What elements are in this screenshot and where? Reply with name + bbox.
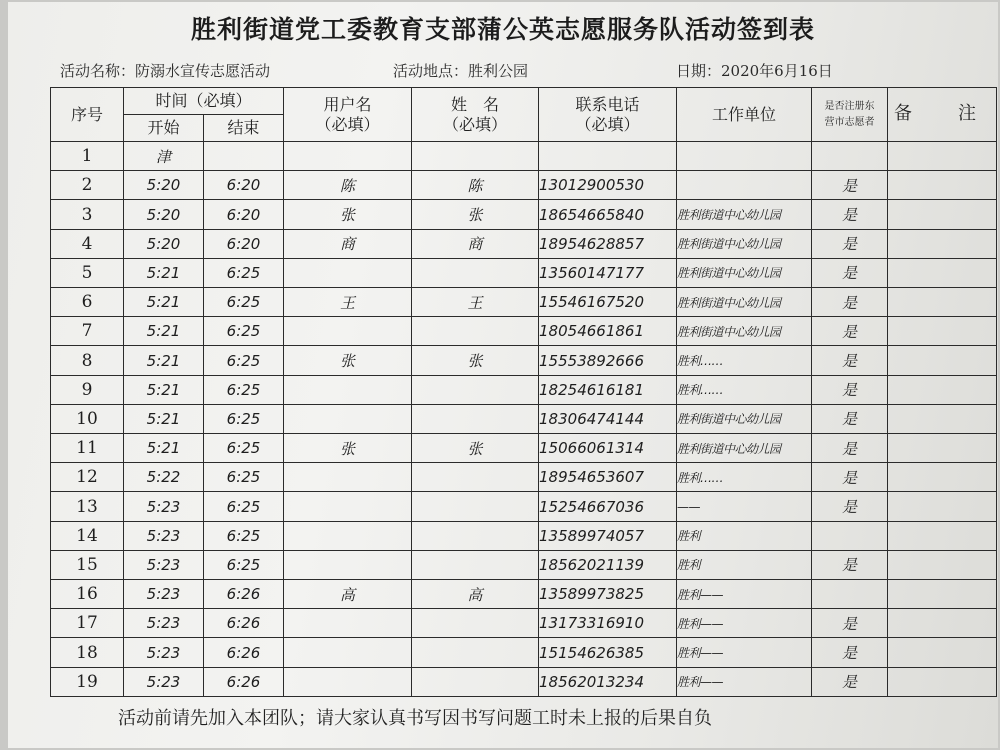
header-registered (812, 88, 888, 142)
name-cell (412, 492, 539, 521)
row-number: 11 (51, 434, 124, 463)
start-time: 5:23 (124, 667, 204, 696)
header-index: 序号 (51, 88, 124, 142)
workplace-cell: 胜利 (677, 521, 812, 550)
username-cell: 商 (284, 229, 412, 258)
row-number: 6 (51, 288, 124, 317)
sheet-title: 胜利街道党工委教育支部蒲公英志愿服务队活动签到表 (190, 15, 815, 44)
phone-cell: 13589974057 (539, 521, 677, 550)
row-number: 4 (51, 229, 124, 258)
header-remarks: 备 注 (888, 88, 997, 142)
phone-cell: 18562021139 (539, 550, 677, 579)
registered-cell: 是 (812, 550, 888, 579)
row-number: 9 (51, 375, 124, 404)
activity-name: 活动名称：防溺水宣传志愿活动 (60, 62, 271, 80)
table-row (51, 171, 997, 200)
start-time: 5:23 (124, 521, 204, 550)
start-time: 5:23 (124, 492, 204, 521)
row-number: 17 (51, 609, 124, 638)
remarks-cell (888, 171, 997, 200)
phone-cell: 15154626385 (539, 638, 677, 667)
name-cell: 王 (412, 288, 539, 317)
header-registered-line2: 营市志愿者 (824, 116, 875, 128)
table-row (51, 142, 997, 171)
workplace-cell: —— (677, 492, 812, 521)
table-row (51, 288, 997, 317)
row-number: 19 (51, 667, 124, 696)
phone-cell: 15546167520 (539, 288, 677, 317)
table-row (51, 667, 997, 696)
registered-cell: 是 (812, 171, 888, 200)
activity-location: 活动地点：胜利公园 (393, 62, 529, 80)
name-cell: 张 (412, 200, 539, 229)
header-username (284, 88, 412, 142)
registered-cell: 是 (812, 638, 888, 667)
remarks-cell (888, 288, 997, 317)
phone-cell: 15553892666 (539, 346, 677, 375)
phone-cell: 13560147177 (539, 258, 677, 287)
username-cell: 高 (284, 580, 412, 609)
table-row (51, 258, 997, 287)
row-number: 15 (51, 550, 124, 579)
start-time: 5:23 (124, 550, 204, 579)
phone-cell: 18306474144 (539, 404, 677, 433)
end-time: 6:26 (204, 667, 284, 696)
registered-cell (812, 580, 888, 609)
remarks-cell (888, 492, 997, 521)
name-cell (412, 521, 539, 550)
row-number: 5 (51, 258, 124, 287)
header-phone-line2: （必填） (575, 114, 640, 134)
header-name (412, 88, 539, 142)
start-time: 5:21 (124, 404, 204, 433)
workplace-cell (677, 171, 812, 200)
workplace-cell (677, 142, 812, 171)
start-time: 5:21 (124, 346, 204, 375)
name-cell: 商 (412, 229, 539, 258)
end-time: 6:26 (204, 609, 284, 638)
workplace-cell: 胜利街道中心幼儿园 (677, 288, 812, 317)
registered-cell: 是 (812, 229, 888, 258)
username-cell (284, 492, 412, 521)
username-cell (284, 142, 412, 171)
username-cell (284, 258, 412, 287)
registered-cell: 是 (812, 258, 888, 287)
table-row (51, 317, 997, 346)
end-time: 6:25 (204, 550, 284, 579)
registered-cell: 是 (812, 667, 888, 696)
start-time: 5:21 (124, 288, 204, 317)
username-cell (284, 550, 412, 579)
end-time (204, 142, 284, 171)
registered-cell: 是 (812, 375, 888, 404)
start-time: 5:21 (124, 258, 204, 287)
start-time: 5:23 (124, 609, 204, 638)
row-number: 16 (51, 580, 124, 609)
registered-cell: 是 (812, 200, 888, 229)
phone-cell: 18562013234 (539, 667, 677, 696)
start-time: 5:23 (124, 638, 204, 667)
row-number: 13 (51, 492, 124, 521)
name-cell: 陈 (412, 171, 539, 200)
start-time: 5:21 (124, 317, 204, 346)
end-time: 6:26 (204, 638, 284, 667)
table-row (51, 580, 997, 609)
phone-cell (539, 142, 677, 171)
end-time: 6:20 (204, 229, 284, 258)
remarks-cell (888, 200, 997, 229)
workplace-cell: 胜利街道中心幼儿园 (677, 200, 812, 229)
name-cell: 张 (412, 346, 539, 375)
phone-cell: 18954628857 (539, 229, 677, 258)
workplace-cell: 胜利—— (677, 609, 812, 638)
row-number: 10 (51, 404, 124, 433)
registered-cell: 是 (812, 288, 888, 317)
name-cell: 高 (412, 580, 539, 609)
workplace-cell: 胜利—— (677, 667, 812, 696)
name-cell (412, 463, 539, 492)
row-number: 2 (51, 171, 124, 200)
start-time: 津 (124, 142, 204, 171)
name-cell (412, 667, 539, 696)
end-time: 6:25 (204, 258, 284, 287)
table-row (51, 521, 997, 550)
header-name-line1: 姓 名 (451, 94, 500, 114)
end-time: 6:25 (204, 288, 284, 317)
username-cell (284, 404, 412, 433)
workplace-cell: 胜利街道中心幼儿园 (677, 258, 812, 287)
table-row (51, 492, 997, 521)
header-start: 开始 (124, 115, 204, 142)
workplace-cell: 胜利街道中心幼儿园 (677, 404, 812, 433)
workplace-cell: 胜利…… (677, 346, 812, 375)
table-row (51, 404, 997, 433)
registered-cell: 是 (812, 434, 888, 463)
row-number: 3 (51, 200, 124, 229)
registered-cell (812, 521, 888, 550)
remarks-cell (888, 142, 997, 171)
end-time: 6:25 (204, 434, 284, 463)
start-time: 5:20 (124, 171, 204, 200)
end-time: 6:20 (204, 171, 284, 200)
activity-date: 日期：2020年6月16日 (676, 62, 833, 80)
remarks-cell (888, 550, 997, 579)
name-cell (412, 550, 539, 579)
remarks-cell (888, 521, 997, 550)
phone-cell: 13173316910 (539, 609, 677, 638)
phone-cell: 13012900530 (539, 171, 677, 200)
table-row (51, 229, 997, 258)
start-time: 5:21 (124, 375, 204, 404)
workplace-cell: 胜利—— (677, 638, 812, 667)
username-cell: 张 (284, 346, 412, 375)
remarks-cell (888, 638, 997, 667)
remarks-cell (888, 404, 997, 433)
username-cell (284, 463, 412, 492)
table-row (51, 609, 997, 638)
workplace-cell: 胜利 (677, 550, 812, 579)
end-time: 6:25 (204, 521, 284, 550)
table-row (51, 463, 997, 492)
header-phone-line1: 联系电话 (575, 94, 640, 114)
header-workplace: 工作单位 (677, 88, 812, 142)
phone-cell: 13589973825 (539, 580, 677, 609)
start-time: 5:23 (124, 580, 204, 609)
end-time: 6:26 (204, 580, 284, 609)
remarks-cell (888, 580, 997, 609)
workplace-cell: 胜利街道中心幼儿园 (677, 434, 812, 463)
header-username-line1: 用户名 (323, 94, 372, 114)
username-cell: 陈 (284, 171, 412, 200)
remarks-cell (888, 667, 997, 696)
start-time: 5:21 (124, 434, 204, 463)
table-row (51, 375, 997, 404)
username-cell: 张 (284, 434, 412, 463)
remarks-cell (888, 375, 997, 404)
end-time: 6:25 (204, 317, 284, 346)
username-cell (284, 609, 412, 638)
end-time: 6:20 (204, 200, 284, 229)
table-row (51, 434, 997, 463)
phone-cell: 18254616181 (539, 375, 677, 404)
username-cell (284, 667, 412, 696)
end-time: 6:25 (204, 375, 284, 404)
username-cell (284, 638, 412, 667)
username-cell: 张 (284, 200, 412, 229)
end-time: 6:25 (204, 463, 284, 492)
table-row (51, 200, 997, 229)
name-cell (412, 375, 539, 404)
phone-cell: 18954653607 (539, 463, 677, 492)
phone-cell: 18654665840 (539, 200, 677, 229)
remarks-cell (888, 434, 997, 463)
username-cell (284, 317, 412, 346)
username-cell: 王 (284, 288, 412, 317)
name-cell (412, 317, 539, 346)
name-cell (412, 142, 539, 171)
start-time: 5:22 (124, 463, 204, 492)
table-row (51, 346, 997, 375)
remarks-cell (888, 229, 997, 258)
row-number: 14 (51, 521, 124, 550)
username-cell (284, 521, 412, 550)
name-cell (412, 638, 539, 667)
end-time: 6:25 (204, 346, 284, 375)
name-cell (412, 258, 539, 287)
registered-cell: 是 (812, 317, 888, 346)
end-time: 6:25 (204, 404, 284, 433)
header-name-line2: （必填） (443, 114, 508, 134)
row-number: 18 (51, 638, 124, 667)
phone-cell: 15066061314 (539, 434, 677, 463)
name-cell (412, 404, 539, 433)
remarks-cell (888, 463, 997, 492)
remarks-cell (888, 609, 997, 638)
start-time: 5:20 (124, 200, 204, 229)
workplace-cell: 胜利街道中心幼儿园 (677, 229, 812, 258)
workplace-cell: 胜利…… (677, 375, 812, 404)
registered-cell: 是 (812, 609, 888, 638)
header-username-line2: （必填） (315, 114, 380, 134)
phone-cell: 18054661861 (539, 317, 677, 346)
registered-cell: 是 (812, 463, 888, 492)
row-number: 8 (51, 346, 124, 375)
remarks-cell (888, 346, 997, 375)
header-time: 时间（必填） (124, 88, 284, 115)
workplace-cell: 胜利…… (677, 463, 812, 492)
workplace-cell: 胜利—— (677, 580, 812, 609)
registered-cell: 是 (812, 346, 888, 375)
header-phone (539, 88, 677, 142)
registered-cell: 是 (812, 404, 888, 433)
registered-cell: 是 (812, 492, 888, 521)
signin-table (50, 87, 997, 697)
end-time: 6:25 (204, 492, 284, 521)
remarks-cell (888, 317, 997, 346)
signin-sheet-paper (8, 2, 998, 748)
table-row (51, 550, 997, 579)
name-cell: 张 (412, 434, 539, 463)
start-time: 5:20 (124, 229, 204, 258)
phone-cell: 15254667036 (539, 492, 677, 521)
name-cell (412, 609, 539, 638)
footer-notice: 活动前请先加入本团队；请大家认真书写因书写问题工时未上报的后果自负 (118, 708, 712, 729)
workplace-cell: 胜利街道中心幼儿园 (677, 317, 812, 346)
table-row (51, 638, 997, 667)
remarks-cell (888, 258, 997, 287)
registered-cell (812, 142, 888, 171)
header-end: 结束 (204, 115, 284, 142)
row-number: 12 (51, 463, 124, 492)
row-number: 7 (51, 317, 124, 346)
header-registered-line1: 是否注册东 (824, 100, 875, 112)
row-number: 1 (51, 142, 124, 171)
username-cell (284, 375, 412, 404)
